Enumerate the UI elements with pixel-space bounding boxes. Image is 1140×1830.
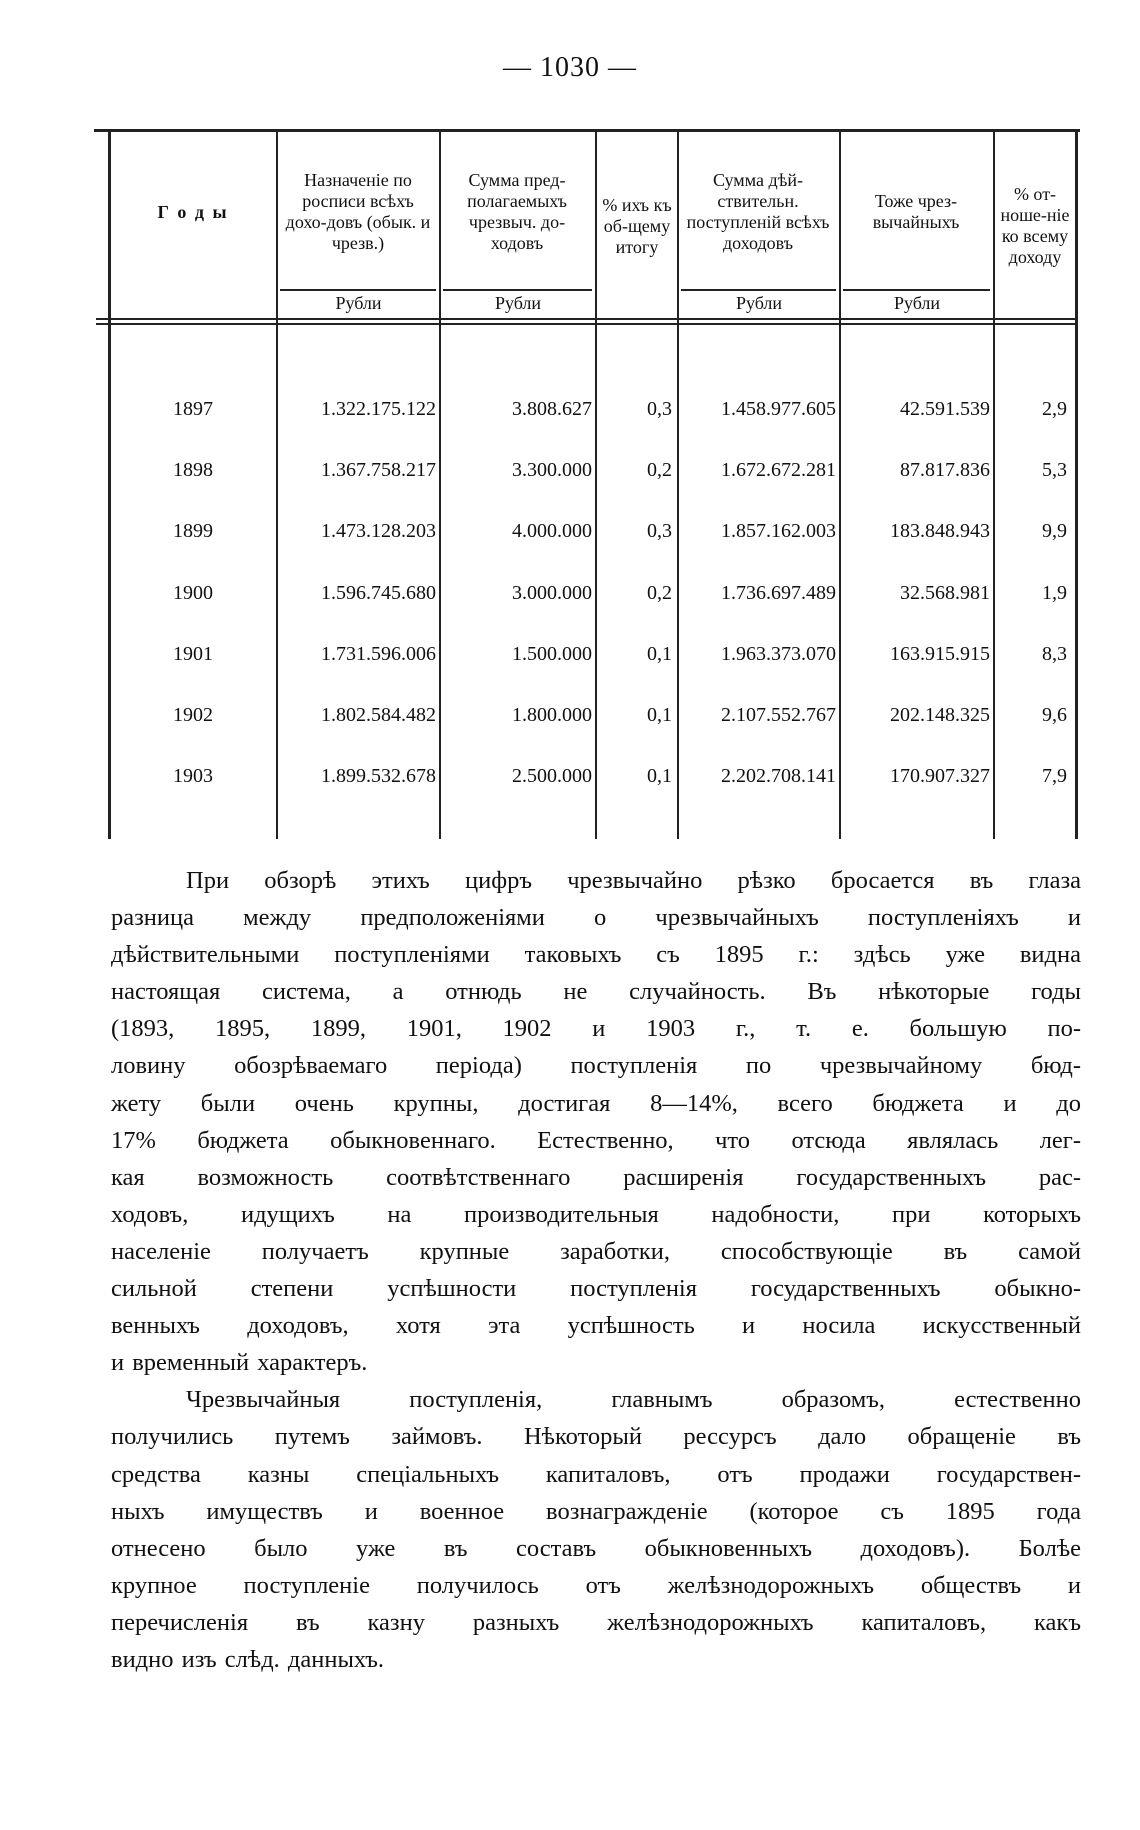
percent-of-income-cell: 7,9 xyxy=(1042,765,1067,788)
header-planned-total: Назначеніе по росписи всѣхъ дохо-довъ (обык. и чрезв.) xyxy=(285,170,431,253)
planned-total-cell: 1.367.758.217 xyxy=(321,459,436,482)
planned-extraordinary-cell: 3.300.000 xyxy=(512,459,592,482)
column-divider xyxy=(439,131,441,839)
text-line: разница между предположеніями о чрезвычайныхъ поступленіяхъ и xyxy=(111,904,1081,932)
unit-label: Рубли xyxy=(893,293,941,313)
planned-total-cell: 1.596.745.680 xyxy=(321,581,436,604)
year-cell: 1897 xyxy=(173,398,213,420)
year-cell: 1902 xyxy=(173,704,213,726)
text-line: дѣйствительными поступленіями таковыхъ съ 1895 г.: здѣсь уже видна xyxy=(111,941,1081,969)
column-divider xyxy=(276,131,278,839)
planned-extraordinary-cell: 1.500.000 xyxy=(512,642,592,665)
text-line: сильной степени успѣшности поступленія государственныхъ обыкно- xyxy=(111,1275,1081,1303)
text-line: венныхъ доходовъ, хотя эта успѣшность и носила искусственный xyxy=(111,1312,1081,1340)
text-line: видно изъ слѣд. данныхъ. xyxy=(111,1645,385,1673)
column-divider xyxy=(595,131,597,839)
text-line: отнесено было уже въ составъ обыкновенныхъ доходовъ). Болѣе xyxy=(111,1534,1081,1562)
text-line: средства казны спеціальныхъ капиталовъ, отъ продажи государствен- xyxy=(111,1460,1081,1488)
text-line: получились путемъ займовъ. Нѣкоторый рессурсъ дало обращеніе въ xyxy=(111,1423,1081,1451)
percent-of-income-cell: 5,3 xyxy=(1042,459,1067,482)
header-percent-of-total: % ихъ къ об-щему итогу xyxy=(602,194,672,257)
actual-extraordinary-cell: 32.568.981 xyxy=(900,581,990,604)
unit-rule xyxy=(280,289,436,291)
planned-extraordinary-cell: 4.000.000 xyxy=(512,520,592,543)
page-number: — 1030 — xyxy=(503,52,637,83)
actual-extraordinary-cell: 202.148.325 xyxy=(890,704,990,726)
planned-total-cell: 1.802.584.482 xyxy=(321,704,436,726)
text-line: (1893, 1895, 1899, 1901, 1902 и 1903 г., т. е. большую по- xyxy=(111,1015,1081,1043)
paragraph xyxy=(111,1381,1081,1678)
unit-label: Рубли xyxy=(335,293,382,313)
percent-of-total-cell: 0,1 xyxy=(647,765,672,788)
header-planned-extraordinary: Сумма пред-полагаемыхъ чрезвыч. до-ходовъ xyxy=(467,170,567,253)
text-line: населеніе получаетъ крупные заработки, способствующіе въ самой xyxy=(111,1237,1081,1265)
header-years: Г о д ы xyxy=(157,201,229,222)
percent-of-income-cell: 2,9 xyxy=(1042,398,1067,420)
text-line: кая возможность соотвѣтственнаго расширенія государственныхъ рас- xyxy=(111,1163,1081,1191)
percent-of-total-cell: 0,3 xyxy=(647,398,672,420)
text-line: настоящая система, а отнюдь не случайность. Въ нѣкоторые годы xyxy=(111,978,1081,1006)
percent-of-income-cell: 9,9 xyxy=(1042,520,1067,543)
header-percent-of-income: % от-ноше-ніе ко всему доходу xyxy=(1000,184,1070,267)
actual-extraordinary-cell: 170.907.327 xyxy=(890,765,990,788)
text-line: ходовъ, идущихъ на производительныя надобности, при которыхъ xyxy=(111,1200,1081,1228)
planned-total-cell: 1.322.175.122 xyxy=(321,398,436,420)
table-right-border xyxy=(1075,131,1078,839)
percent-of-income-cell: 9,6 xyxy=(1042,704,1067,726)
unit-rule xyxy=(681,289,836,291)
planned-total-cell: 1.899.532.678 xyxy=(321,765,436,788)
planned-total-cell: 1.731.596.006 xyxy=(321,642,436,665)
revenue-table xyxy=(108,131,1078,839)
planned-extraordinary-cell: 1.800.000 xyxy=(512,704,592,726)
body-text xyxy=(111,862,1081,1678)
text-line: и временный характеръ. xyxy=(111,1349,368,1377)
text-line: Чрезвычайныя поступленія, главнымъ образомъ, естественно xyxy=(186,1386,1081,1414)
planned-extraordinary-cell: 3.000.000 xyxy=(512,581,592,604)
actual-extraordinary-cell: 163.915.915 xyxy=(890,642,990,665)
actual-total-cell: 1.736.697.489 xyxy=(721,581,836,604)
actual-total-cell: 1.857.162.003 xyxy=(721,520,836,543)
text-line: перечисленія въ казну разныхъ желѣзнодорожныхъ капиталовъ, какъ xyxy=(111,1608,1081,1636)
table-top-rule xyxy=(94,129,1080,132)
planned-total-cell: 1.473.128.203 xyxy=(321,520,436,543)
year-cell: 1901 xyxy=(173,642,213,665)
actual-total-cell: 1.963.373.070 xyxy=(721,642,836,665)
unit-label: Рубли xyxy=(494,293,542,313)
actual-total-cell: 2.202.708.141 xyxy=(721,765,836,788)
percent-of-total-cell: 0,1 xyxy=(647,704,672,726)
planned-extraordinary-cell: 2.500.000 xyxy=(512,765,592,788)
text-line: 17% бюджета обыкновеннаго. Естественно, что отсюда являлась лег- xyxy=(111,1126,1081,1154)
percent-of-income-cell: 8,3 xyxy=(1042,642,1067,665)
unit-label: Рубли xyxy=(735,293,783,313)
text-line: жету были очень крупны, достигая 8—14%, всего бюджета и до xyxy=(111,1089,1081,1117)
actual-extraordinary-cell: 87.817.836 xyxy=(900,459,990,482)
year-cell: 1903 xyxy=(173,765,213,788)
paragraph xyxy=(111,862,1081,1381)
actual-total-cell: 1.672.672.281 xyxy=(721,459,836,482)
column-divider xyxy=(839,131,841,839)
header-actual-extraordinary: Тоже чрез-вычайныхъ xyxy=(872,191,960,232)
header-actual-total: Сумма дѣй-ствительн. поступленій всѣхъ доходовъ xyxy=(686,170,830,253)
text-line: крупное поступленіе получилось отъ желѣзнодорожныхъ обществъ и xyxy=(111,1571,1081,1599)
percent-of-total-cell: 0,3 xyxy=(647,520,672,543)
year-cell: 1899 xyxy=(173,520,213,543)
unit-rule xyxy=(443,289,592,291)
column-divider xyxy=(677,131,679,839)
actual-total-cell: 1.458.977.605 xyxy=(721,398,836,420)
text-line: ныхъ имуществъ и военное вознагражденіе (которое съ 1895 года xyxy=(111,1497,1081,1525)
text-line: При обзорѣ этихъ цифръ чрезвычайно рѣзко бросается въ глаза xyxy=(186,867,1081,894)
text-line: ловину обозрѣваемаго періода) поступленія по чрезвычайному бюд- xyxy=(111,1052,1081,1080)
percent-of-total-cell: 0,2 xyxy=(647,581,672,604)
actual-total-cell: 2.107.552.767 xyxy=(721,704,836,726)
actual-extraordinary-cell: 183.848.943 xyxy=(890,520,990,543)
year-cell: 1898 xyxy=(173,459,213,482)
planned-extraordinary-cell: 3.808.627 xyxy=(512,398,592,420)
header-double-rule xyxy=(96,318,1078,320)
unit-rule xyxy=(843,289,990,291)
year-cell: 1900 xyxy=(173,581,213,604)
percent-of-total-cell: 0,2 xyxy=(647,459,672,482)
percent-of-total-cell: 0,1 xyxy=(647,642,672,665)
actual-extraordinary-cell: 42.591.539 xyxy=(900,398,990,420)
header-double-rule xyxy=(96,323,1078,325)
percent-of-income-cell: 1,9 xyxy=(1042,581,1067,604)
